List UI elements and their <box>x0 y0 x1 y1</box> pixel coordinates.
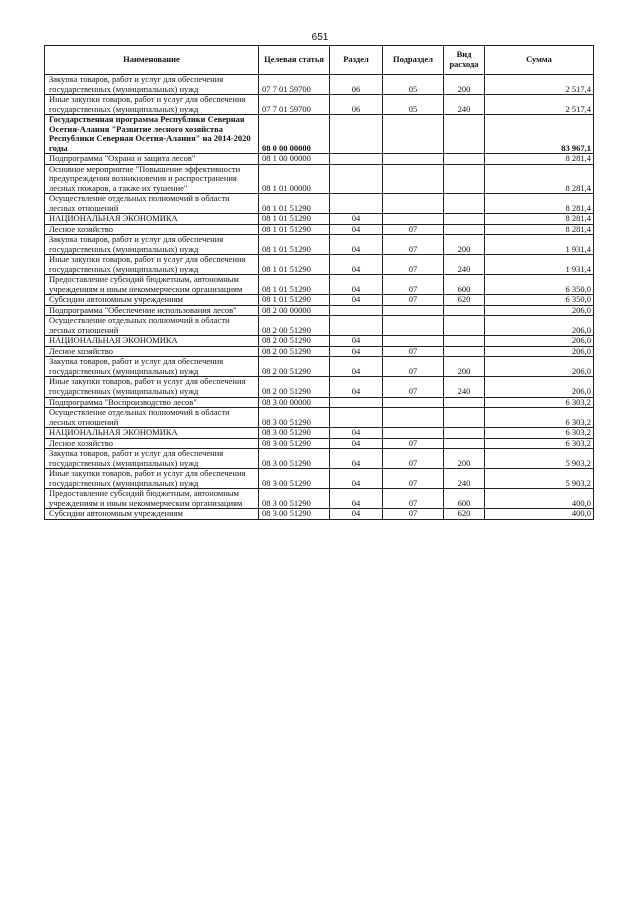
cell-target: 08 0 00 00000 <box>259 115 330 154</box>
cell-target: 07 7 01 59700 <box>259 95 330 115</box>
cell-target: 08 3 00 51290 <box>259 489 330 509</box>
cell-subsection <box>383 194 444 214</box>
cell-name: НАЦИОНАЛЬНАЯ ЭКОНОМИКА <box>45 214 259 225</box>
cell-sum: 8 281,4 <box>485 224 594 235</box>
cell-name: Подпрограмма "Воспроизводство лесов" <box>45 397 259 408</box>
cell-subsection: 07 <box>383 509 444 520</box>
table-row <box>45 154 594 165</box>
cell-sum: 206,0 <box>485 377 594 397</box>
cell-name: Иные закупки товаров, работ и услуг для обеспечения государственных (муниципальных) нужд <box>45 95 259 115</box>
cell-target: 08 3 00 51290 <box>259 509 330 520</box>
cell-sum: 8 281,4 <box>485 154 594 165</box>
cell-name: НАЦИОНАЛЬНАЯ ЭКОНОМИКА <box>45 428 259 439</box>
cell-kind <box>444 224 485 235</box>
cell-target: 08 3 00 51290 <box>259 449 330 469</box>
cell-section: 04 <box>330 295 383 306</box>
cell-section: 04 <box>330 214 383 225</box>
cell-target: 08 1 01 51290 <box>259 194 330 214</box>
cell-subsection: 07 <box>383 438 444 449</box>
cell-kind <box>444 397 485 408</box>
cell-subsection <box>383 214 444 225</box>
header-name: Наименование <box>45 46 259 75</box>
cell-section: 04 <box>330 438 383 449</box>
cell-sum: 400,0 <box>485 509 594 520</box>
cell-name: НАЦИОНАЛЬНАЯ ЭКОНОМИКА <box>45 336 259 347</box>
cell-kind: 200 <box>444 449 485 469</box>
cell-kind: 240 <box>444 95 485 115</box>
cell-subsection <box>383 316 444 336</box>
table-header <box>45 46 594 75</box>
budget-table <box>44 45 594 520</box>
cell-kind <box>444 154 485 165</box>
cell-kind: 600 <box>444 275 485 295</box>
table-row <box>45 346 594 357</box>
cell-kind: 620 <box>444 509 485 520</box>
page-number: 651 <box>311 32 329 43</box>
cell-kind: 620 <box>444 295 485 306</box>
cell-name: Осуществление отдельных полномочий в области лесных отношений <box>45 316 259 336</box>
cell-kind: 200 <box>444 235 485 255</box>
cell-section <box>330 316 383 336</box>
cell-target: 08 2 00 51290 <box>259 357 330 377</box>
table-row <box>45 95 594 115</box>
cell-section: 06 <box>330 75 383 95</box>
cell-name: Предоставление субсидий бюджетным, автономным учреждениям и иным некоммерческим организациям <box>45 489 259 509</box>
cell-sum: 206,0 <box>485 346 594 357</box>
cell-kind <box>444 115 485 154</box>
cell-kind <box>444 428 485 439</box>
cell-section <box>330 408 383 428</box>
cell-kind: 240 <box>444 377 485 397</box>
cell-section: 04 <box>330 255 383 275</box>
cell-subsection: 07 <box>383 357 444 377</box>
cell-kind: 200 <box>444 75 485 95</box>
table-row <box>45 397 594 408</box>
header-target: Целевая статья <box>259 46 330 75</box>
cell-subsection <box>383 115 444 154</box>
table-row <box>45 255 594 275</box>
table-row <box>45 509 594 520</box>
cell-name: Государственная программа Республики Северная Осетия-Алания "Развитие лесного хозяйства Республики Северная Осетия-Алания" на 2014-2020 годы <box>45 115 259 154</box>
cell-sum: 8 281,4 <box>485 214 594 225</box>
cell-kind: 600 <box>444 489 485 509</box>
cell-kind <box>444 164 485 194</box>
cell-target: 08 3 00 00000 <box>259 397 330 408</box>
cell-kind <box>444 316 485 336</box>
cell-sum: 6 303,2 <box>485 408 594 428</box>
table-row <box>45 275 594 295</box>
cell-section: 04 <box>330 449 383 469</box>
cell-sum: 6 350,0 <box>485 275 594 295</box>
cell-sum: 5 903,2 <box>485 449 594 469</box>
cell-section <box>330 194 383 214</box>
cell-name: Лесное хозяйство <box>45 438 259 449</box>
table-row <box>45 336 594 347</box>
cell-target: 08 2 00 51290 <box>259 377 330 397</box>
cell-section: 04 <box>330 275 383 295</box>
cell-section <box>330 154 383 165</box>
cell-subsection: 07 <box>383 295 444 306</box>
table-row <box>45 164 594 194</box>
cell-kind <box>444 214 485 225</box>
cell-sum: 6 303,2 <box>485 438 594 449</box>
table-row <box>45 316 594 336</box>
cell-kind: 240 <box>444 255 485 275</box>
cell-section <box>330 397 383 408</box>
cell-name: Осуществление отдельных полномочий в области лесных отношений <box>45 194 259 214</box>
cell-target: 08 1 01 51290 <box>259 214 330 225</box>
cell-name: Иные закупки товаров, работ и услуг для обеспечения государственных (муниципальных) нужд <box>45 469 259 489</box>
table-row <box>45 214 594 225</box>
header-subsection: Подраздел <box>383 46 444 75</box>
header-section: Раздел <box>330 46 383 75</box>
cell-section: 04 <box>330 377 383 397</box>
cell-subsection: 07 <box>383 275 444 295</box>
cell-target: 08 3 00 51290 <box>259 408 330 428</box>
table-body <box>45 75 594 520</box>
table-row <box>45 235 594 255</box>
table-row <box>45 194 594 214</box>
cell-sum: 83 967,1 <box>485 115 594 154</box>
cell-subsection: 07 <box>383 449 444 469</box>
cell-sum: 400,0 <box>485 489 594 509</box>
cell-subsection <box>383 305 444 316</box>
cell-target: 08 1 01 51290 <box>259 295 330 306</box>
cell-target: 08 1 01 51290 <box>259 235 330 255</box>
cell-section: 04 <box>330 489 383 509</box>
cell-subsection: 07 <box>383 346 444 357</box>
cell-sum: 1 931,4 <box>485 235 594 255</box>
cell-kind: 240 <box>444 469 485 489</box>
cell-section: 04 <box>330 235 383 255</box>
cell-section: 04 <box>330 509 383 520</box>
cell-section: 04 <box>330 224 383 235</box>
cell-subsection <box>383 408 444 428</box>
cell-target: 08 2 00 51290 <box>259 336 330 347</box>
cell-kind <box>444 408 485 428</box>
cell-name: Лесное хозяйство <box>45 346 259 357</box>
cell-kind <box>444 438 485 449</box>
cell-subsection: 07 <box>383 235 444 255</box>
table-row <box>45 377 594 397</box>
cell-section <box>330 115 383 154</box>
cell-sum: 5 903,2 <box>485 469 594 489</box>
cell-subsection: 07 <box>383 255 444 275</box>
cell-kind <box>444 305 485 316</box>
cell-name: Лесное хозяйство <box>45 224 259 235</box>
table-row <box>45 357 594 377</box>
cell-sum: 6 303,2 <box>485 428 594 439</box>
cell-target: 08 1 01 00000 <box>259 164 330 194</box>
cell-target: 08 3 00 51290 <box>259 428 330 439</box>
cell-sum: 206,0 <box>485 316 594 336</box>
cell-name: Закупка товаров, работ и услуг для обеспечения государственных (муниципальных) нужд <box>45 357 259 377</box>
table-row <box>45 449 594 469</box>
cell-name: Иные закупки товаров, работ и услуг для обеспечения государственных (муниципальных) нужд <box>45 377 259 397</box>
cell-kind <box>444 336 485 347</box>
cell-name: Осуществление отдельных полномочий в области лесных отношений <box>45 408 259 428</box>
cell-name: Субсидии автономным учреждениям <box>45 509 259 520</box>
cell-name: Основное мероприятие "Повышение эффективности предупреждения возникновения и распространения лесных пожаров, а также их тушение" <box>45 164 259 194</box>
cell-name: Предоставление субсидий бюджетным, автономным учреждениям и иным некоммерческим организациям <box>45 275 259 295</box>
cell-sum: 1 931,4 <box>485 255 594 275</box>
table-row <box>45 428 594 439</box>
cell-subsection: 05 <box>383 95 444 115</box>
cell-section: 04 <box>330 469 383 489</box>
cell-subsection <box>383 154 444 165</box>
cell-target: 08 2 00 00000 <box>259 305 330 316</box>
cell-name: Подпрограмма "Обеспечение использования лесов" <box>45 305 259 316</box>
cell-subsection <box>383 336 444 347</box>
cell-subsection: 07 <box>383 377 444 397</box>
cell-name: Субсидии автономным учреждениям <box>45 295 259 306</box>
table-row <box>45 438 594 449</box>
cell-sum: 206,0 <box>485 357 594 377</box>
cell-target: 08 1 01 51290 <box>259 275 330 295</box>
table-row <box>45 305 594 316</box>
cell-target: 08 1 01 51290 <box>259 255 330 275</box>
table-row <box>45 408 594 428</box>
cell-sum: 206,0 <box>485 305 594 316</box>
cell-target: 08 1 01 51290 <box>259 224 330 235</box>
cell-name: Подпрограмма "Охрана и защита лесов" <box>45 154 259 165</box>
table-row <box>45 115 594 154</box>
cell-subsection <box>383 397 444 408</box>
cell-kind <box>444 194 485 214</box>
cell-sum: 6 303,2 <box>485 397 594 408</box>
cell-subsection: 07 <box>383 224 444 235</box>
header-sum: Сумма <box>485 46 594 75</box>
cell-kind: 200 <box>444 357 485 377</box>
cell-target: 08 3 00 51290 <box>259 469 330 489</box>
cell-target: 08 2 00 51290 <box>259 346 330 357</box>
cell-section: 04 <box>330 346 383 357</box>
cell-section: 06 <box>330 95 383 115</box>
table-row <box>45 295 594 306</box>
table-row <box>45 469 594 489</box>
cell-sum: 6 350,0 <box>485 295 594 306</box>
cell-name: Закупка товаров, работ и услуг для обеспечения государственных (муниципальных) нужд <box>45 75 259 95</box>
cell-subsection: 05 <box>383 75 444 95</box>
table-row <box>45 224 594 235</box>
cell-name: Закупка товаров, работ и услуг для обеспечения государственных (муниципальных) нужд <box>45 235 259 255</box>
cell-section <box>330 305 383 316</box>
table-row <box>45 489 594 509</box>
cell-section: 04 <box>330 336 383 347</box>
cell-subsection: 07 <box>383 469 444 489</box>
cell-subsection <box>383 164 444 194</box>
cell-target: 07 7 01 59700 <box>259 75 330 95</box>
cell-target: 08 1 00 00000 <box>259 154 330 165</box>
cell-kind <box>444 346 485 357</box>
cell-subsection <box>383 428 444 439</box>
cell-sum: 8 281,4 <box>485 194 594 214</box>
cell-section: 04 <box>330 357 383 377</box>
header-kind: Вид расхода <box>444 46 485 75</box>
cell-sum: 2 517,4 <box>485 95 594 115</box>
table-row <box>45 75 594 95</box>
cell-name: Закупка товаров, работ и услуг для обеспечения государственных (муниципальных) нужд <box>45 449 259 469</box>
cell-sum: 8 281,4 <box>485 164 594 194</box>
cell-section <box>330 164 383 194</box>
cell-section: 04 <box>330 428 383 439</box>
cell-name: Иные закупки товаров, работ и услуг для обеспечения государственных (муниципальных) нужд <box>45 255 259 275</box>
cell-sum: 2 517,4 <box>485 75 594 95</box>
cell-target: 08 3 00 51290 <box>259 438 330 449</box>
cell-subsection: 07 <box>383 489 444 509</box>
cell-target: 08 2 00 51290 <box>259 316 330 336</box>
cell-sum: 206,0 <box>485 336 594 347</box>
